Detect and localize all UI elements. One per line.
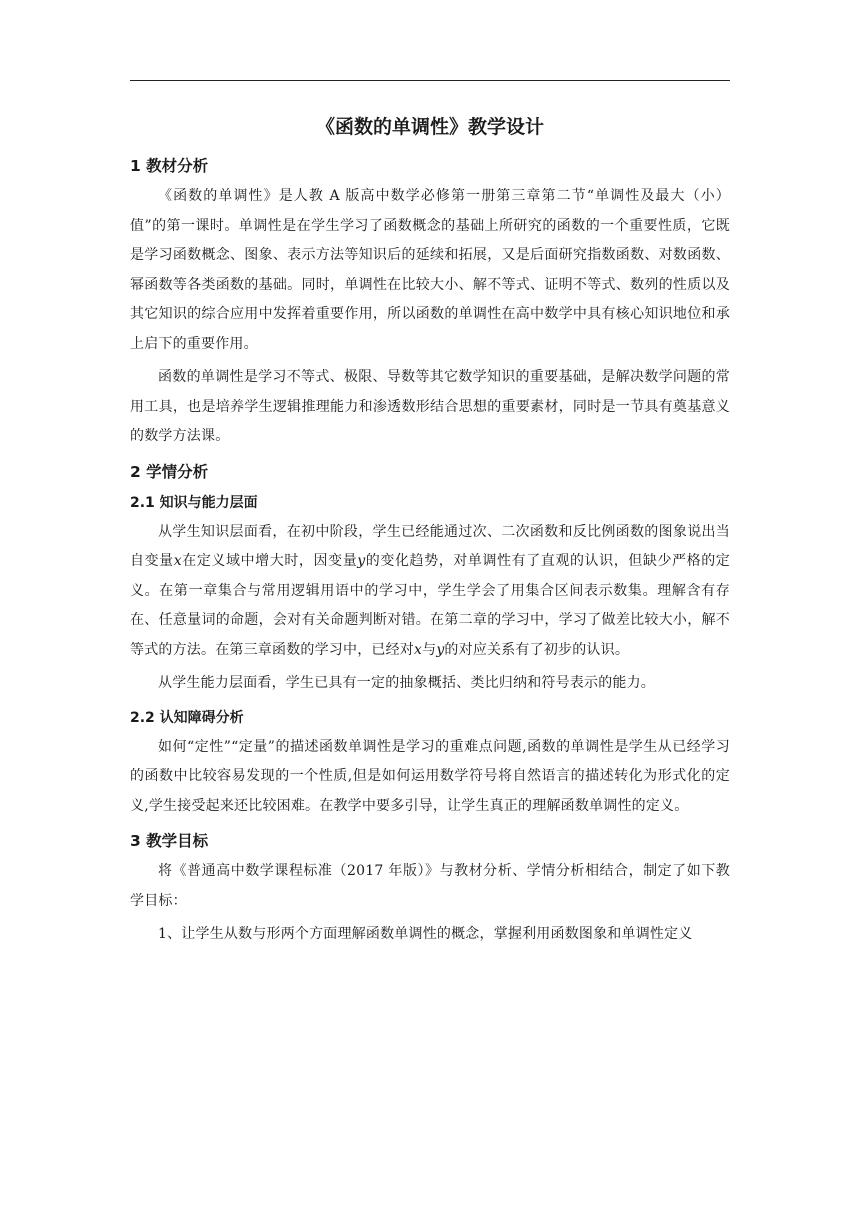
math-variable-y: y [357, 553, 366, 569]
paragraph: 1、让学生从数与形两个方面理解函数单调性的概念，掌握利用函数图象和单调性定义 [158, 926, 693, 942]
text-run: 的变化趋势，对单调性有了直观的认识，但缺少严格的定义。在第一章集合与常用逻辑用语中的学习中，学生学会了用集合区间表示数集。理解含有存在、任意量词的命题，会对有关命题判断对错。在第二章的学习中，学习了做差比较大小，解不等式的方法。在第三章函数的学习中，已经对 [130, 553, 731, 658]
paragraph: 如何“定性”“定量”的描述函数单调性是学习的重难点问题,函数的单调性是学生从已经学习的函数中比较容易发现的一个性质,但是如何运用数学符号将自然语言的描述转化为形式化的定义,学生接受起来还比较困难。在教学中要多引导，让学生真正的理解函数单调性的定义。 [130, 738, 730, 814]
document-body [130, 112, 730, 954]
text-run: 的对应关系有了初步的认识。 [444, 641, 630, 658]
subsection-heading-cognitive-obstacles: 2.2 认知障碍分析 [130, 709, 244, 726]
section-heading-textbook-analysis: 1 教材分析 [130, 157, 209, 175]
paragraph [130, 518, 730, 666]
math-variable-x: x [173, 553, 182, 569]
paragraph: 将《普通高中数学课程标准（2017 年版）》与教材分析、学情分析相结合，制定了如下教学目标： [130, 863, 730, 909]
paragraph: 从学生能力层面看，学生已具有一定的抽象概括、类比归纳和符号表示的能力。 [158, 675, 655, 691]
math-variable-y: y [436, 641, 445, 658]
document-title: 《函数的单调性》教学设计 [315, 116, 544, 138]
header-rule [130, 80, 730, 81]
text-run: 与 [422, 641, 437, 658]
section-heading-student-analysis: 2 学情分析 [130, 462, 209, 481]
paragraph: 《函数的单调性》是人教 A 版高中数学必修第一册第三章第二节“单调性及最大（小）值”的第一课时。单调性是在学生学习了函数概念的基础上所研究的函数的一个重要性质，它既是学习函数概念、图象、表示方法等知识后的延续和拓展，又是后面研究指数函数、对数函数、幂函数等各类函数的基础。同时，单调性在比较大小、解不等式、证明不等式、数列的性质以及其它知识的综合应用中发挥着重要作用，所以函数的单调性在高中数学中具有核心知识地位和承上启下的重要作用。 [130, 188, 730, 352]
paragraph: 函数的单调性是学习不等式、极限、导数等其它数学知识的重要基础，是解决数学问题的常用工具，也是培养学生逻辑推理能力和渗透数形结合思想的重要素材，同时是一节具有奠基意义的数学方法课。 [130, 369, 730, 444]
text-run: 在定义域中增大时，因变量 [181, 553, 358, 569]
subsection-heading-knowledge-ability: 2.1 知识与能力层面 [130, 494, 258, 511]
math-variable-x: x [414, 641, 423, 658]
text-run: 从学生知识层面看，在初中阶段，学生已经能通过次、二次函数和反比例函数的图象说出当自变量 [130, 523, 730, 569]
section-heading-teaching-objectives: 3 教学目标 [130, 832, 209, 850]
